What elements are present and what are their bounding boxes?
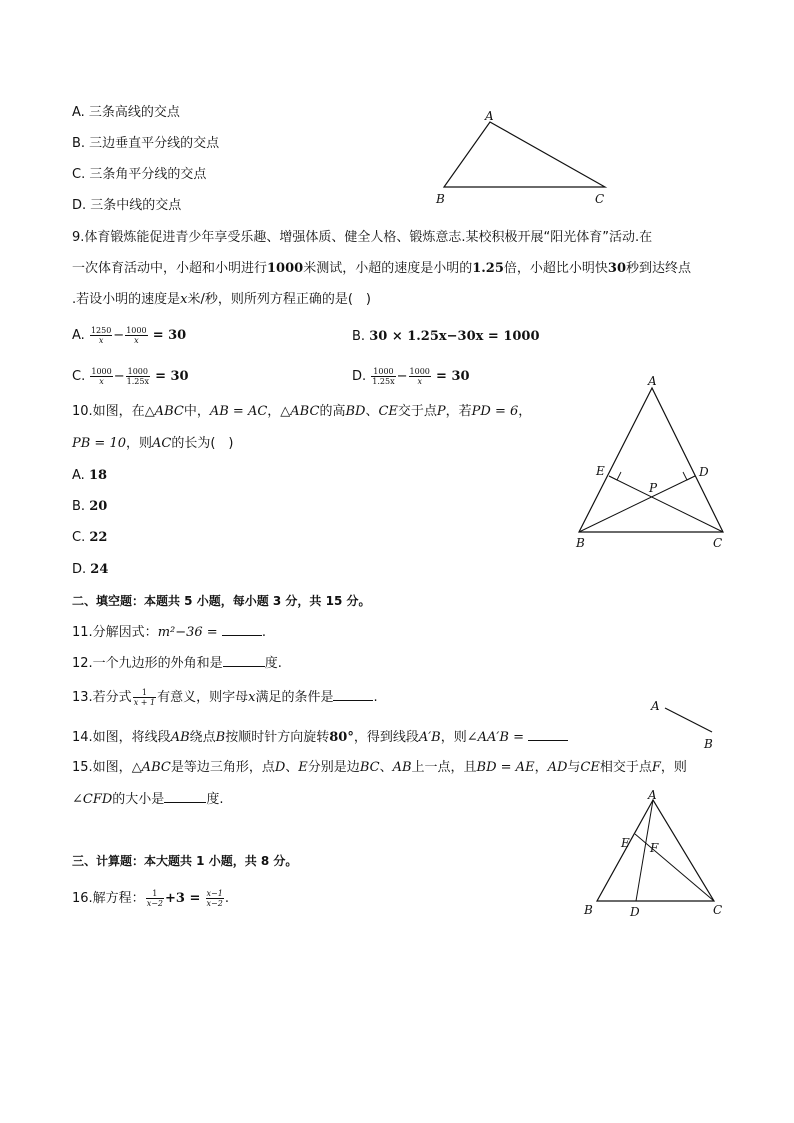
figure-triangle-altitudes — [565, 372, 735, 554]
fig4-label-b: B — [584, 903, 593, 917]
q8-option-c: C. 三条角平分线的交点 — [72, 167, 207, 182]
q8-option-d: D. 三条中线的交点 — [72, 198, 182, 213]
q8-option-a: A. 三条高线的交点 — [72, 105, 180, 120]
fig1-label-b: B — [436, 192, 445, 206]
fig4-label-f: F — [650, 841, 659, 855]
q13: 13.若分式 $\frac{1}{x + 1}$ 有意义，则字母x满足的条件是 . — [72, 688, 378, 707]
q10-option-c: C. 22 — [72, 530, 108, 545]
section-calc-title: 三、计算题：本大题共 1 小题，共 8 分。 — [72, 854, 298, 868]
fig4-label-e: E — [621, 836, 630, 850]
q14-answer-blank[interactable] — [528, 728, 568, 741]
q9-option-c: C. $\frac{1000}{x}$ − $\frac{1000}{1.25x}$ = 30 — [72, 367, 189, 386]
section-fill-in-title: 二、填空题：本题共 5 小题，每小题 3 分，共 15 分。 — [72, 594, 371, 608]
q15-answer-blank[interactable] — [164, 790, 206, 803]
fig2-label-b: B — [576, 536, 585, 550]
q9-option-b: B. 30 × 1.25x−30x = 1000 — [352, 329, 540, 344]
q13-answer-blank[interactable] — [333, 688, 373, 701]
q12: 12.一个九边形的外角和是 度. — [72, 656, 282, 671]
figure-segment-ab — [648, 694, 728, 752]
q12-answer-blank[interactable] — [223, 654, 265, 667]
q10-option-a: A. 18 — [72, 468, 108, 483]
fig2-label-a: A — [648, 374, 657, 388]
q9-line3: .若设小明的速度是x米/秒，则所列方程正确的是( ) — [72, 292, 372, 307]
q10-line1: 10.如图，在△ABC中，AB = AC，△ABC的高BD、CE交于点P，若PD = 6， — [72, 404, 532, 419]
q9-option-a: A. $\frac{1250}{x}$ − $\frac{1000}{x}$ = 30 — [72, 326, 187, 345]
q15-line2: ∠CFD的大小是 度. — [72, 792, 224, 807]
fig2-label-c: C — [713, 536, 723, 550]
fig3-label-a: A — [651, 699, 660, 713]
q9-line2: 一次体育活动中，小超和小明进行1000米测试，小超的速度是小明的1.25倍，小超比小明快30秒到达终点 — [72, 261, 692, 276]
fig4-label-d: D — [630, 905, 640, 919]
fig2-label-p: P — [649, 481, 658, 495]
q11: 11.分解因式：m²−36 = . — [72, 625, 266, 640]
fig2-label-d: D — [699, 465, 709, 479]
q9-line1: 9.体育锻炼能促进青少年享受乐趣、增强体质、健全人格、锻炼意志.某校积极开展“阳光体育”活动.在 — [72, 230, 653, 245]
q10-option-d: D. 24 — [72, 562, 109, 577]
q15-line1: 15.如图，△ABC是等边三角形，点D、E分别是边BC、AB上一点，且BD = AE，AD与CE相交于点F，则 — [72, 760, 687, 775]
fig4-label-c: C — [713, 903, 723, 917]
figure-triangle-abc — [430, 108, 620, 208]
fig4-label-a: A — [648, 788, 657, 802]
fig3-label-b: B — [704, 737, 713, 751]
fig2-label-e: E — [596, 464, 605, 478]
q9-option-d: D. $\frac{1000}{1.25x}$ − $\frac{1000}{x}$ = 30 — [352, 367, 470, 386]
fig1-label-a: A — [485, 109, 494, 123]
q10-option-b: B. 20 — [72, 499, 108, 514]
q11-answer-blank[interactable] — [222, 623, 262, 636]
fig1-label-c: C — [595, 192, 605, 206]
triangle-shape — [444, 122, 605, 187]
q16: 16.解方程： $\frac{1}{x-2}$ +3 = $\frac{x-1}{x-2}$ . — [72, 889, 229, 908]
figure-equilateral-triangle — [578, 786, 738, 922]
q14: 14.如图，将线段AB绕点B按顺时针方向旋转80°，得到线段A′B，则∠AA′B = — [72, 728, 568, 747]
q10-line2: PB = 10，则AC的长为( ) — [72, 436, 234, 451]
q8-option-b: B. 三边垂直平分线的交点 — [72, 136, 220, 151]
